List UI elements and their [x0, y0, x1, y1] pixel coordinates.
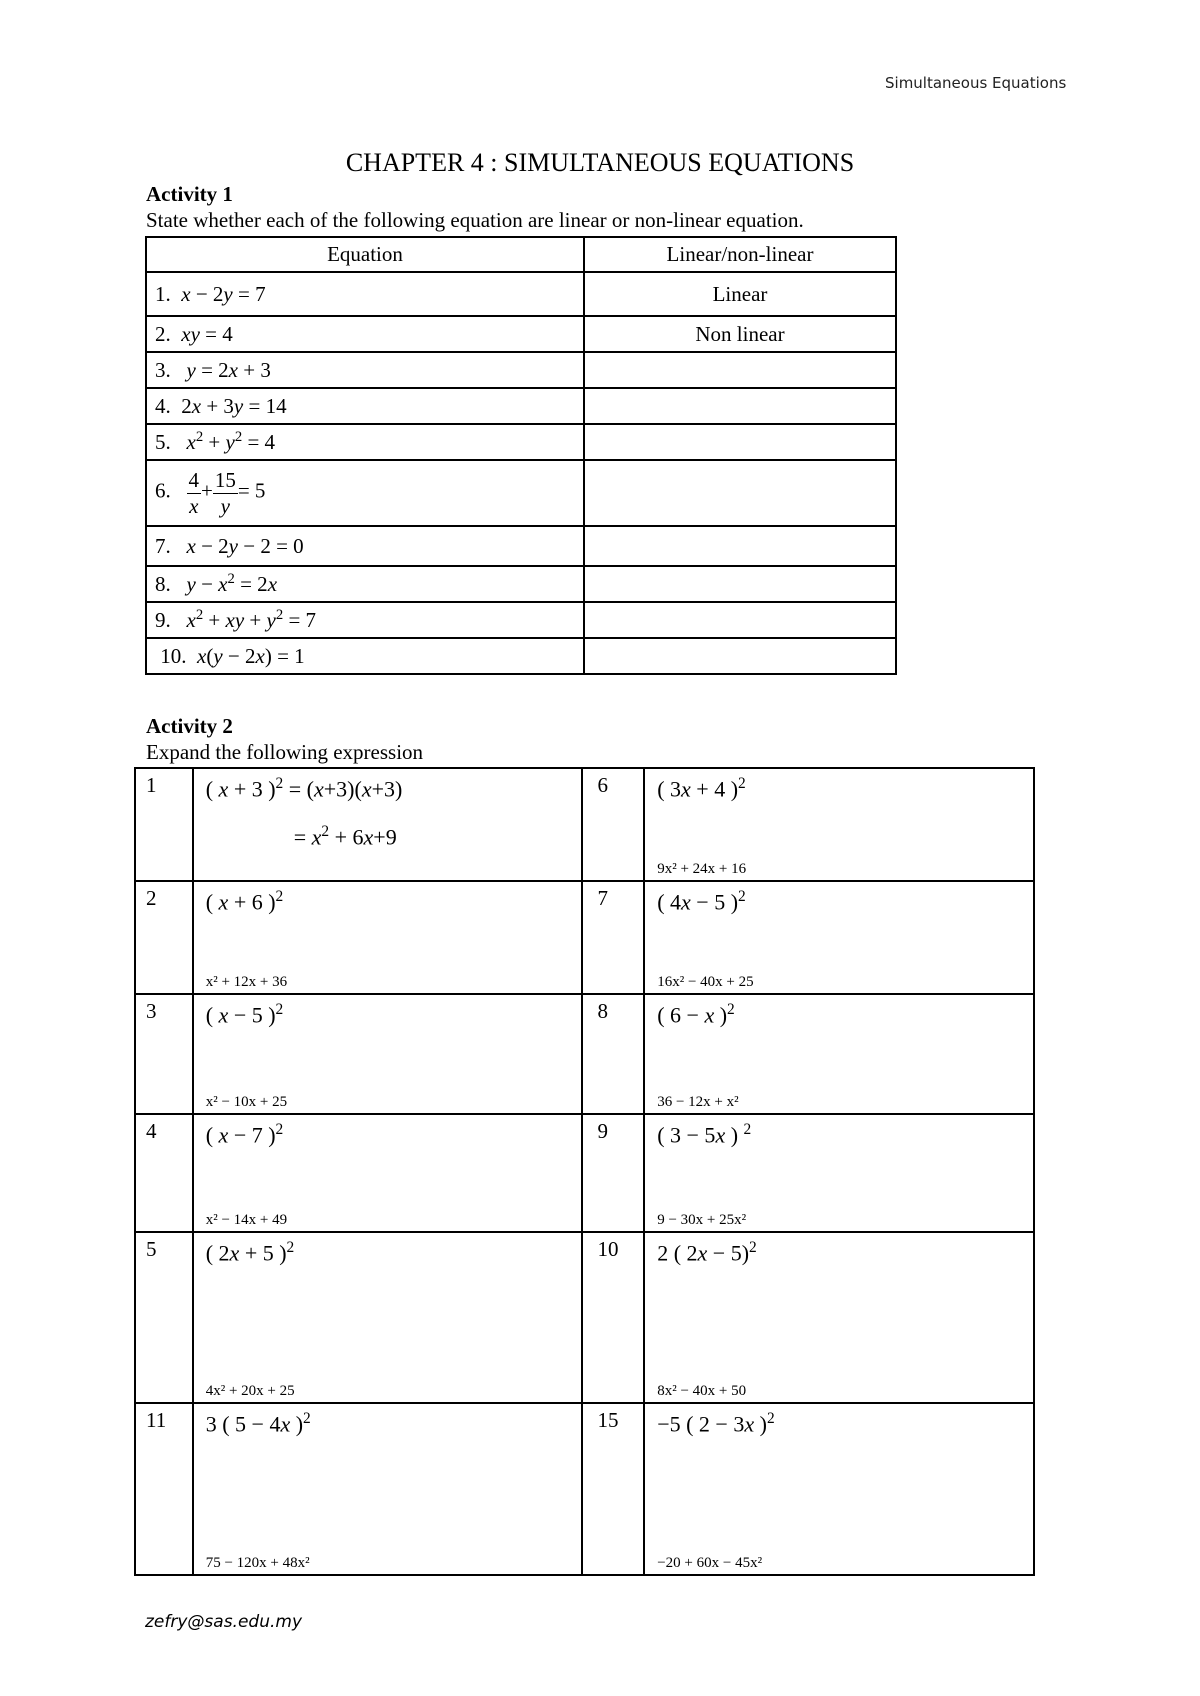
item-number: 3: [135, 994, 193, 1114]
row-number: 4.: [155, 393, 171, 418]
question: 2 ( 2x − 5)$^2$: [657, 1239, 757, 1266]
answer: 16x² − 40x + 25: [657, 974, 754, 990]
equation-cell: 9. $x^2$ + xy + $y^2 = 7$: [146, 602, 584, 638]
row-number: 7.: [155, 533, 171, 558]
expression-cell[interactable]: [644, 1114, 1034, 1232]
table-row: [146, 388, 896, 424]
answer: 9x² + 24x + 16: [657, 861, 747, 877]
footer-email: zefry@sas.edu.my: [145, 1612, 303, 1632]
equation-cell: 10. x(y − 2x) = 1: [146, 638, 584, 674]
expression-cell[interactable]: [193, 1232, 583, 1403]
equation-cell: 2. xy = 4: [146, 316, 584, 352]
table-row: [146, 602, 896, 638]
row-number: 3.: [155, 357, 171, 382]
item-number: 4: [135, 1114, 193, 1232]
item-number: 6: [582, 768, 644, 881]
answer-cell[interactable]: [584, 638, 896, 674]
activity2-table: [134, 767, 1035, 1576]
worked-solution: = $x^2 + 6x+9$: [293, 823, 397, 850]
row-number: 1.: [155, 281, 171, 306]
activity2-heading: Activity 2: [146, 714, 233, 738]
expression-cell[interactable]: [193, 994, 583, 1114]
activity1-table: [145, 236, 897, 675]
question: ( x + 6 )$^2$: [205, 888, 284, 915]
answer: 4x² + 20x + 25: [205, 1383, 295, 1399]
row-number: 9.: [155, 608, 171, 632]
item-number: 9: [582, 1114, 644, 1232]
item-number: 1: [135, 768, 193, 881]
row-number: 8.: [155, 572, 171, 596]
question: ( 3 − 5x ) $^2$: [657, 1121, 752, 1148]
answer-cell[interactable]: [584, 602, 896, 638]
expression-cell[interactable]: [193, 1114, 583, 1232]
table-row: [135, 881, 1034, 994]
table-row: [146, 424, 896, 460]
row-number: 10.: [160, 643, 187, 668]
row-number: 6.: [155, 478, 171, 503]
item-number: 11: [135, 1403, 193, 1575]
equation-cell: 3. y = 2x + 3: [146, 352, 584, 388]
table-row: [135, 994, 1034, 1114]
answer-cell[interactable]: Linear: [584, 272, 896, 316]
answer-cell[interactable]: [584, 352, 896, 388]
question: ( 2x + 5 )$^2$: [205, 1239, 295, 1266]
question: ( 6 − x )$^2$: [657, 1001, 735, 1028]
table-row: [135, 768, 1034, 881]
answer-cell[interactable]: [584, 388, 896, 424]
item-number: 10: [582, 1232, 644, 1403]
item-number: 15: [582, 1403, 644, 1575]
expression-cell[interactable]: [193, 1403, 583, 1575]
answer: x² − 14x + 49: [205, 1212, 288, 1228]
table-header-row: [146, 237, 896, 272]
question: −5 ( 2 − 3x )$^2$: [657, 1410, 775, 1437]
expression-cell[interactable]: [644, 1232, 1034, 1403]
row-number: 2.: [155, 321, 171, 346]
expression-cell[interactable]: [193, 881, 583, 994]
question: ( x − 7 )$^2$: [205, 1121, 284, 1148]
answer: 36 − 12x + x²: [657, 1094, 739, 1110]
table-row: [146, 566, 896, 602]
question: 3 ( 5 − 4x )$^2$: [205, 1410, 311, 1437]
running-header: Simultaneous Equations: [885, 74, 1067, 92]
table-row: [146, 316, 896, 352]
column-header-equation: Equation: [146, 237, 584, 272]
expression-cell[interactable]: [644, 768, 1034, 881]
question: ( x + 3 )$^2$ = (x+3)(x+3): [205, 775, 403, 802]
table-row: [146, 272, 896, 316]
activity2-instruction: Expand the following expression: [146, 740, 424, 764]
equation-cell: 8. $y - x^2 = 2x$: [146, 566, 584, 602]
table-row: [135, 1232, 1034, 1403]
answer-cell[interactable]: [584, 526, 896, 566]
table-row: [146, 638, 896, 674]
question: ( 4x − 5 )$^2$: [657, 888, 746, 915]
column-header-type: Linear/non-linear: [584, 237, 896, 272]
answer: x² − 10x + 25: [205, 1094, 288, 1110]
answer-cell[interactable]: [584, 424, 896, 460]
question: ( 3x + 4 )$^2$: [657, 775, 746, 802]
answer: −20 + 60x − 45x²: [657, 1555, 763, 1571]
answer-cell[interactable]: [584, 460, 896, 526]
expression-cell[interactable]: [644, 994, 1034, 1114]
equation-cell: 6. $\frac{4}{x}$ + $\frac{15}{y}$ = 5: [146, 460, 584, 526]
activity1-instruction: State whether each of the following equation are linear or non-linear equation.: [146, 208, 804, 232]
table-row: [135, 1114, 1034, 1232]
table-row: [146, 352, 896, 388]
equation-cell: 7. x − 2y − 2 = 0: [146, 526, 584, 566]
answer: 9 − 30x + 25x²: [657, 1212, 747, 1228]
row-number: 5.: [155, 430, 171, 454]
equation-cell: 4. 2x + 3y = 14: [146, 388, 584, 424]
answer: x² + 12x + 36: [205, 974, 288, 990]
answer: 75 − 120x + 48x²: [205, 1555, 310, 1571]
chapter-title: CHAPTER 4 : SIMULTANEOUS EQUATIONS: [345, 148, 855, 177]
table-row: [146, 460, 896, 526]
activity1-heading: Activity 1: [146, 182, 233, 206]
answer-cell[interactable]: Non linear: [584, 316, 896, 352]
item-number: 5: [135, 1232, 193, 1403]
item-number: 8: [582, 994, 644, 1114]
answer: 8x² − 40x + 50: [657, 1383, 747, 1399]
item-number: 7: [582, 881, 644, 994]
equation-cell: 1. x − 2y = 7: [146, 272, 584, 316]
expression-cell[interactable]: [644, 881, 1034, 994]
equation-cell: 5. $x^2 + y^2 = 4$: [146, 424, 584, 460]
table-row: [146, 526, 896, 566]
item-number: 2: [135, 881, 193, 994]
table-row: [135, 1403, 1034, 1575]
answer-cell[interactable]: [584, 566, 896, 602]
question: ( x − 5 )$^2$: [205, 1001, 284, 1028]
expression-cell[interactable]: [193, 768, 583, 881]
expression-cell[interactable]: [644, 1403, 1034, 1575]
